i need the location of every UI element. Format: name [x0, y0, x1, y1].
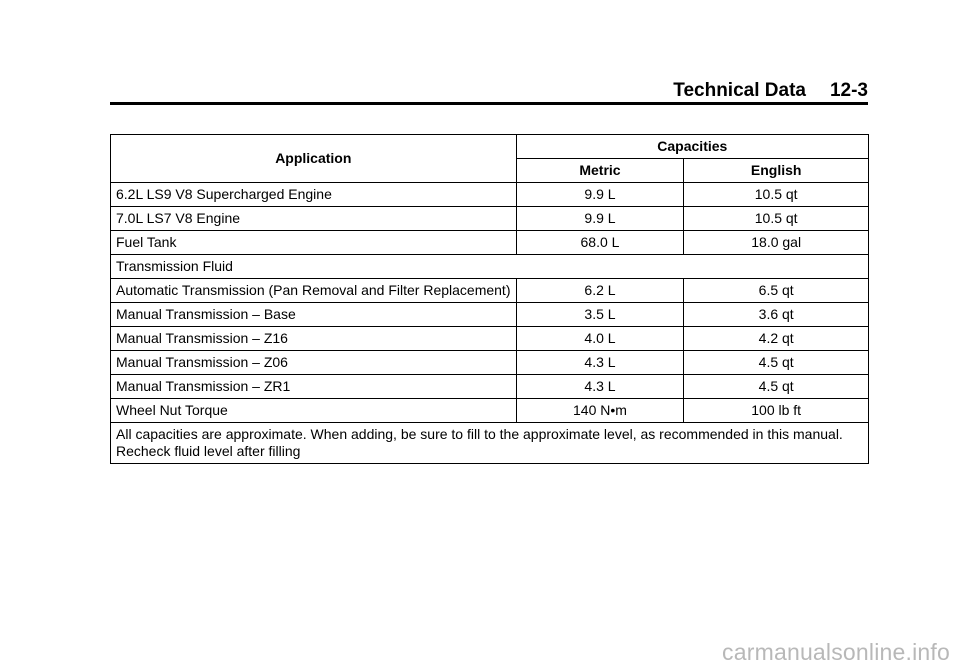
- row-label: Manual Transmission – ZR1: [111, 375, 517, 399]
- page-header: [673, 80, 868, 102]
- row-metric: 6.2 L: [516, 279, 684, 303]
- row-label: Automatic Transmission (Pan Removal and Filter Replacement): [111, 279, 517, 303]
- table-group-row: [111, 255, 869, 279]
- row-metric: 9.9 L: [516, 183, 684, 207]
- row-metric: 3.5 L: [516, 303, 684, 327]
- row-metric: 4.0 L: [516, 327, 684, 351]
- row-label: 6.2L LS9 V8 Supercharged Engine: [111, 183, 517, 207]
- table-row: [111, 327, 869, 351]
- table-row: [111, 207, 869, 231]
- table-note: All capacities are approximate. When adding, be sure to fill to the approximate level, as recommended in this manual. Recheck fluid level after filling: [111, 423, 869, 464]
- row-english: 4.5 qt: [684, 351, 869, 375]
- row-english: 18.0 gal: [684, 231, 869, 255]
- header-rule: [110, 102, 868, 105]
- row-english: 3.6 qt: [684, 303, 869, 327]
- row-metric: 140 N•m: [516, 399, 684, 423]
- table-note-row: [111, 423, 869, 464]
- table-row: [111, 279, 869, 303]
- table-row: [111, 351, 869, 375]
- row-label: Wheel Nut Torque: [111, 399, 517, 423]
- section-title: Technical Data: [673, 80, 806, 101]
- english-header: English: [684, 159, 869, 183]
- table-row: [111, 183, 869, 207]
- row-metric: 9.9 L: [516, 207, 684, 231]
- row-label: Manual Transmission – Z06: [111, 351, 517, 375]
- row-english: 4.5 qt: [684, 375, 869, 399]
- row-label: Fuel Tank: [111, 231, 517, 255]
- capacities-header: Capacities: [516, 135, 868, 159]
- row-label: Manual Transmission – Z16: [111, 327, 517, 351]
- table-row: [111, 231, 869, 255]
- table-row: [111, 375, 869, 399]
- row-metric: 4.3 L: [516, 351, 684, 375]
- application-header: Application: [111, 135, 517, 183]
- row-english: 100 lb ft: [684, 399, 869, 423]
- row-english: 10.5 qt: [684, 183, 869, 207]
- metric-header: Metric: [516, 159, 684, 183]
- row-english: 4.2 qt: [684, 327, 869, 351]
- table-row: [111, 303, 869, 327]
- watermark: carmanualsonline.info: [722, 639, 950, 665]
- row-english: 6.5 qt: [684, 279, 869, 303]
- row-metric: 68.0 L: [516, 231, 684, 255]
- table-row: [111, 399, 869, 423]
- row-metric: 4.3 L: [516, 375, 684, 399]
- table-header-row: [111, 135, 869, 159]
- capacities-table: [110, 134, 869, 464]
- page-number: 12-3: [829, 80, 868, 101]
- row-label: Manual Transmission – Base: [111, 303, 517, 327]
- row-label: 7.0L LS7 V8 Engine: [111, 207, 517, 231]
- row-english: 10.5 qt: [684, 207, 869, 231]
- group-label: Transmission Fluid: [111, 255, 869, 279]
